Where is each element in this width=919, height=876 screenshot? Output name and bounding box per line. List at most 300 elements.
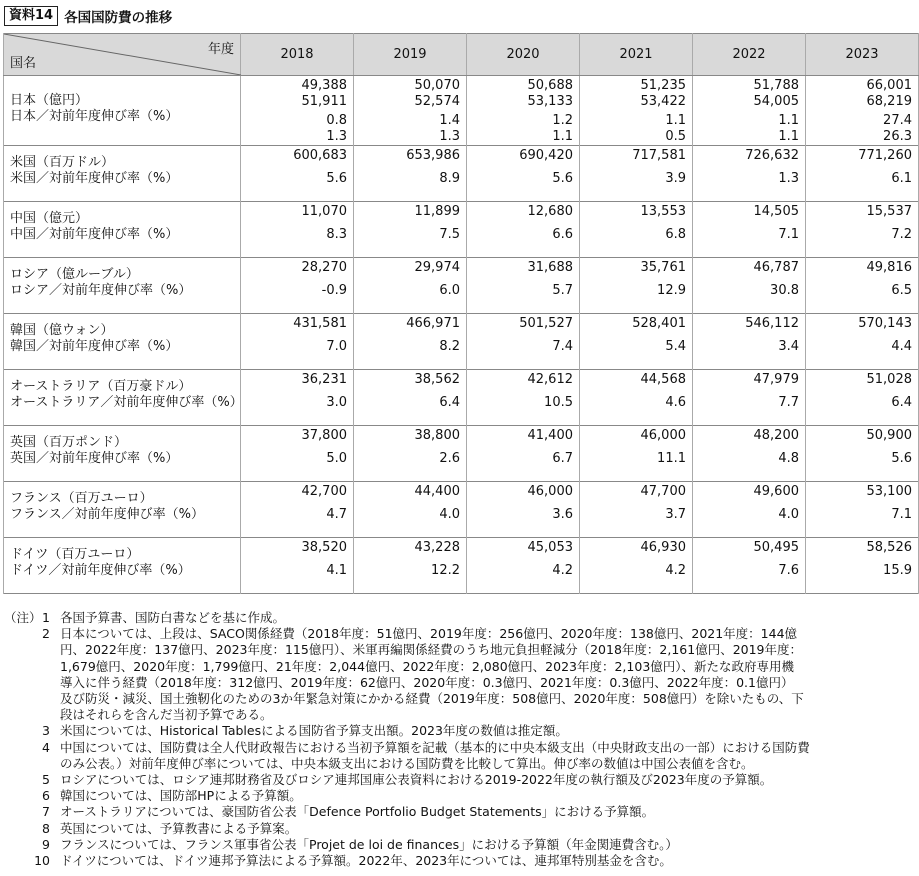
amount-value: 36,231 — [301, 372, 347, 387]
amount-value: 466,971 — [406, 316, 460, 331]
value-cell — [693, 76, 806, 146]
note-line: 各国予算書、国防白書などを基に作成。 — [60, 610, 286, 625]
note-prefix: （注） — [4, 610, 42, 625]
amount-value: 570,143 — [858, 316, 912, 331]
value: 1.1 — [778, 113, 799, 128]
amount-value: 47,979 — [753, 372, 799, 387]
year-header: 2022 — [693, 34, 806, 76]
row-gap — [360, 500, 460, 507]
amount-value: 690,420 — [519, 148, 573, 163]
row-gap — [473, 276, 573, 283]
country-amount-label: フランス（百万ユーロ） — [10, 491, 153, 506]
note-item — [4, 853, 914, 869]
note-line: 及び防災・減災、国土強靭化のための3か年緊急対策にかかる経費（2019年度：508億円、2020年度：508億円）を除いたもの、下 — [60, 691, 804, 707]
amount-value: 15,537 — [866, 204, 912, 219]
amount-value: 46,000 — [640, 428, 686, 443]
amount-value: 431,581 — [293, 316, 347, 331]
value: 1.1 — [552, 128, 573, 144]
growth-value: 4.2 — [552, 562, 573, 578]
year-header: 2023 — [806, 34, 919, 76]
country-amount-label: 中国（億元） — [10, 211, 89, 226]
note-text — [60, 853, 914, 869]
growth-value: 5.6 — [891, 450, 912, 466]
growth-value: 4.0 — [778, 506, 799, 522]
amount-value: 28,270 — [301, 260, 347, 275]
row-gap — [247, 388, 347, 395]
note-line: フランスについては、フランス軍事省公表「Projet de loi de finances」における予算額（年金関連費含む。） — [60, 836, 678, 852]
value-cell — [354, 426, 467, 482]
value: 1.3 — [439, 128, 460, 144]
document-tag: 資料14 — [4, 6, 58, 26]
row-gap — [473, 556, 573, 563]
value: 49,388 — [301, 78, 347, 93]
amount-value: 29,974 — [414, 260, 460, 275]
amount-value: 38,800 — [414, 428, 460, 443]
note-line: 英国については、予算教書による予算案。 — [60, 820, 298, 836]
amount-value: 726,632 — [745, 148, 799, 163]
growth-value: 8.9 — [439, 170, 460, 186]
note-item — [4, 610, 914, 626]
amount-value: 35,761 — [640, 260, 686, 275]
value: 1.4 — [439, 113, 460, 128]
header-row — [4, 34, 919, 76]
value-cell — [693, 202, 806, 258]
note-prefix — [4, 626, 34, 723]
note-text — [60, 723, 914, 739]
value-cell — [806, 146, 919, 202]
growth-value: 6.0 — [439, 282, 460, 298]
amount-value: 43,228 — [414, 540, 460, 555]
corner-cell — [4, 34, 241, 76]
value-cell — [806, 258, 919, 314]
note-number: 2 — [42, 626, 50, 642]
table-row-japan — [4, 76, 919, 146]
amount-value: 46,787 — [753, 260, 799, 275]
year-header: 2018 — [241, 34, 354, 76]
value-cell — [354, 146, 467, 202]
value-cell — [580, 538, 693, 594]
amount-value: 48,200 — [753, 428, 799, 443]
country-label-cell — [4, 370, 241, 426]
value-cell — [580, 370, 693, 426]
row-gap — [247, 500, 347, 507]
table-row-country — [4, 538, 919, 594]
amount-value: 44,400 — [414, 484, 460, 499]
note-line: オーストラリアについては、豪国防省公表「Defence Portfolio Budget Statements」における予算額。 — [60, 804, 655, 820]
table-row-country — [4, 314, 919, 370]
row-gap — [473, 500, 573, 507]
row-gap — [812, 164, 912, 171]
value-cell — [467, 538, 580, 594]
note-number: 6 — [42, 788, 50, 804]
growth-value: 4.7 — [326, 506, 347, 522]
value: 51,788 — [753, 78, 799, 93]
amount-value: 717,581 — [632, 148, 686, 163]
amount-value: 53,100 — [866, 484, 912, 499]
amount-value: 11,899 — [414, 204, 460, 219]
note-line: 中国については、国防費は全人代財政報告における当初予算額を記載（基本的に中央本級支出（中央財政支出の一部）における国防費 — [60, 739, 810, 755]
country-amount-label: 米国（百万ドル） — [10, 155, 115, 170]
country-amount-label: オーストラリア（百万豪ドル） — [10, 379, 192, 394]
value-cell — [467, 314, 580, 370]
year-header: 2021 — [580, 34, 693, 76]
year-header: 2019 — [354, 34, 467, 76]
growth-value: 8.2 — [439, 338, 460, 354]
country-growth-label: 米国／対前年度伸び率（%） — [10, 170, 179, 186]
value-cell — [354, 370, 467, 426]
growth-value: 12.2 — [431, 562, 460, 578]
growth-value: 3.4 — [778, 338, 799, 354]
row-gap — [812, 276, 912, 283]
row-gap — [586, 500, 686, 507]
value: 1.1 — [665, 113, 686, 128]
row-gap — [360, 388, 460, 395]
row-gap — [699, 500, 799, 507]
row-gap — [699, 220, 799, 227]
table-row-country — [4, 202, 919, 258]
amount-value: 46,000 — [527, 484, 573, 499]
row-gap — [360, 556, 460, 563]
growth-value: 7.1 — [778, 226, 799, 242]
defense-budget-table — [3, 33, 919, 594]
country-amount-label: 韓国（億ウォン） — [10, 323, 114, 338]
value-cell — [806, 76, 919, 146]
value-cell — [354, 258, 467, 314]
amount-value: 600,683 — [293, 148, 347, 163]
value: 51,911 — [301, 93, 347, 109]
amount-value: 50,495 — [753, 540, 799, 555]
growth-value: 6.7 — [552, 450, 573, 466]
note-line: 1,679億円、2020年度：1,799億円、21年度：2,044億円、2022年度：2,080億円、2023年度：2,103億円）、新たな政府専用機 — [60, 658, 795, 674]
row-gap — [247, 164, 347, 171]
amount-value: 501,527 — [519, 316, 573, 331]
note-prefix — [4, 837, 34, 853]
value: 52,574 — [414, 93, 460, 109]
value-cell — [241, 482, 354, 538]
growth-value: 4.6 — [665, 394, 686, 410]
row-gap — [473, 220, 573, 227]
value-cell — [693, 258, 806, 314]
value: 50,688 — [527, 78, 573, 93]
country-label-cell — [4, 482, 241, 538]
note-number: 4 — [42, 739, 50, 755]
note-item — [4, 772, 914, 788]
note-prefix — [4, 821, 34, 837]
value-cell — [580, 426, 693, 482]
growth-value: 7.4 — [552, 338, 573, 354]
row-gap — [812, 388, 912, 395]
value-cell — [241, 146, 354, 202]
amount-value: 42,612 — [527, 372, 573, 387]
note-item — [4, 740, 914, 772]
note-line: のみ公表。）対前年度伸び率については、中央本級支出における国防費を比較して算出。伸び率の数値は中国公表値を含む。 — [60, 755, 754, 771]
value-cell — [580, 258, 693, 314]
country-growth-label: 日本／対前年度伸び率（%） — [10, 108, 179, 124]
growth-value: 5.6 — [326, 170, 347, 186]
note-line: ドイツについては、ドイツ連邦予算法による予算額。2022年、2023年については、連邦軍特別基金を含む。 — [60, 853, 672, 869]
amount-value: 528,401 — [632, 316, 686, 331]
country-amount-label: ロシア（億ルーブル） — [10, 267, 139, 282]
country-amount-label: 英国（百万ポンド） — [10, 435, 128, 450]
value-cell — [354, 76, 467, 146]
year-header: 2020 — [467, 34, 580, 76]
row-gap — [812, 332, 912, 339]
note-item — [4, 723, 914, 739]
value-cell — [354, 482, 467, 538]
note-text — [60, 804, 914, 820]
row-gap — [586, 388, 686, 395]
value-cell — [467, 370, 580, 426]
value-cell — [580, 314, 693, 370]
row-gap — [586, 556, 686, 563]
value-cell — [467, 426, 580, 482]
value-cell — [693, 370, 806, 426]
note-item — [4, 788, 914, 804]
amount-value: 51,028 — [866, 372, 912, 387]
value: 68,219 — [866, 93, 912, 109]
row-gap — [360, 220, 460, 227]
note-text — [60, 837, 914, 853]
amount-value: 13,553 — [640, 204, 686, 219]
value: 51,235 — [640, 78, 686, 93]
growth-value: 4.1 — [326, 562, 347, 578]
note-item — [4, 837, 914, 853]
value-cell — [467, 202, 580, 258]
note-prefix — [4, 804, 34, 820]
amount-value: 49,600 — [753, 484, 799, 499]
value-cell — [580, 482, 693, 538]
row-gap — [699, 388, 799, 395]
note-number: 1 — [42, 610, 50, 625]
country-label-cell — [4, 314, 241, 370]
note-line: 円、2022年度：137億円、2023年度：115億円）、米軍再編関係経費のうち地元負担軽減分（2018年度：2,161億円、2019年度： — [60, 642, 803, 658]
note-item — [4, 821, 914, 837]
row-gap — [360, 332, 460, 339]
value-cell — [806, 314, 919, 370]
growth-value: 5.6 — [552, 170, 573, 186]
value: 0.8 — [326, 113, 347, 128]
row-gap — [247, 220, 347, 227]
row-gap — [586, 276, 686, 283]
country-growth-label: オーストラリア／対前年度伸び率（%） — [10, 394, 243, 410]
country-growth-label: 中国／対前年度伸び率（%） — [10, 226, 179, 242]
value-cell — [806, 426, 919, 482]
row-gap — [586, 220, 686, 227]
amount-value: 38,520 — [301, 540, 347, 555]
value: 1.2 — [552, 113, 573, 128]
growth-value: 1.3 — [778, 170, 799, 186]
country-label-cell — [4, 76, 241, 146]
amount-value: 42,700 — [301, 484, 347, 499]
row-gap — [247, 444, 347, 451]
value-cell — [580, 202, 693, 258]
note-number: 5 — [42, 772, 50, 788]
row-gap — [699, 164, 799, 171]
note-text — [60, 626, 914, 723]
growth-value: 7.1 — [891, 506, 912, 522]
row-gap — [699, 276, 799, 283]
note-text — [60, 821, 914, 837]
value-cell — [580, 146, 693, 202]
note-line: 米国については、Historical Tablesによる国防省予算支出額。2023年度の数値は推定額。 — [60, 723, 568, 739]
note-item — [4, 804, 914, 820]
table-row-country — [4, 426, 919, 482]
row-gap — [360, 164, 460, 171]
note-prefix — [4, 853, 34, 869]
country-label-cell — [4, 538, 241, 594]
value: 53,133 — [527, 93, 573, 109]
value-cell — [806, 482, 919, 538]
value: 54,005 — [753, 93, 799, 109]
note-line: 導入に伴う経費（2018年度：312億円、2019年度：62億円、2020年度：0.3億円、2021年度：0.3億円、2022年度：0.1億円） — [60, 674, 794, 690]
growth-value: 15.9 — [883, 562, 912, 578]
row-gap — [473, 164, 573, 171]
amount-value: 49,816 — [866, 260, 912, 275]
row-gap — [473, 444, 573, 451]
growth-value: 7.2 — [891, 226, 912, 242]
country-growth-label: ドイツ／対前年度伸び率（%） — [10, 562, 191, 578]
note-text — [60, 772, 914, 788]
header — [4, 6, 172, 26]
value-cell — [580, 76, 693, 146]
growth-value: 7.7 — [778, 394, 799, 410]
value-cell — [241, 258, 354, 314]
corner-country-label: 国名 — [10, 56, 37, 71]
amount-value: 14,505 — [753, 204, 799, 219]
corner-year-label: 年度 — [207, 42, 234, 57]
note-item — [4, 626, 914, 723]
amount-value: 41,400 — [527, 428, 573, 443]
row-gap — [812, 556, 912, 563]
amount-value: 31,688 — [527, 260, 573, 275]
country-amount-label: 日本（億円） — [10, 93, 89, 108]
value-cell — [693, 482, 806, 538]
growth-value: 3.9 — [665, 170, 686, 186]
row-gap — [812, 444, 912, 451]
amount-value: 37,800 — [301, 428, 347, 443]
value-cell — [354, 202, 467, 258]
growth-value: 6.4 — [439, 394, 460, 410]
row-gap — [473, 388, 573, 395]
value-cell — [467, 482, 580, 538]
note-number: 10 — [34, 853, 50, 869]
growth-value: 5.0 — [326, 450, 347, 466]
note-line: 段はそれらを含んだ当初予算である。 — [60, 707, 273, 723]
table-row-country — [4, 370, 919, 426]
value-cell — [693, 146, 806, 202]
table-row-country — [4, 258, 919, 314]
value-cell — [467, 146, 580, 202]
growth-value: 7.5 — [439, 226, 460, 242]
value-cell — [354, 314, 467, 370]
value-cell — [806, 202, 919, 258]
note-line: 韓国については、国防部HPによる予算額。 — [60, 788, 302, 804]
note-prefix — [4, 788, 34, 804]
note-text — [60, 740, 914, 772]
value: 1.3 — [326, 128, 347, 144]
value-cell — [806, 370, 919, 426]
amount-value: 50,900 — [866, 428, 912, 443]
row-gap — [247, 276, 347, 283]
note-prefix — [4, 772, 34, 788]
growth-value: 7.6 — [778, 562, 799, 578]
amount-value: 47,700 — [640, 484, 686, 499]
amount-value: 12,680 — [527, 204, 573, 219]
value: 50,070 — [414, 78, 460, 93]
amount-value: 546,112 — [745, 316, 799, 331]
value-cell — [241, 76, 354, 146]
value-cell — [241, 314, 354, 370]
value: 26.3 — [883, 128, 912, 144]
value-cell — [241, 202, 354, 258]
value: 0.5 — [665, 128, 686, 144]
growth-value: 6.4 — [891, 394, 912, 410]
growth-value: 5.7 — [552, 282, 573, 298]
note-text — [60, 788, 914, 804]
value-cell — [467, 258, 580, 314]
value-cell — [693, 426, 806, 482]
row-gap — [812, 220, 912, 227]
note-number: 7 — [42, 804, 50, 820]
growth-value: 11.1 — [657, 450, 686, 466]
row-gap — [812, 500, 912, 507]
growth-value: 3.6 — [552, 506, 573, 522]
growth-value: 6.5 — [891, 282, 912, 298]
value-cell — [693, 538, 806, 594]
growth-value: 4.0 — [439, 506, 460, 522]
note-number: 8 — [42, 820, 50, 836]
value-cell — [241, 426, 354, 482]
note-prefix — [4, 723, 34, 739]
value-cell — [467, 76, 580, 146]
notes-section — [4, 610, 914, 869]
row-gap — [360, 444, 460, 451]
note-prefix — [4, 740, 34, 772]
table-row-country — [4, 146, 919, 202]
country-growth-label: 韓国／対前年度伸び率（%） — [10, 338, 179, 354]
row-gap — [586, 164, 686, 171]
growth-value: 6.8 — [665, 226, 686, 242]
document-title: 各国国防費の推移 — [64, 10, 173, 26]
row-gap — [360, 276, 460, 283]
country-label-cell — [4, 258, 241, 314]
note-line: 日本については、上段は、SACO関係経費（2018年度：51億円、2019年度：256億円、2020年度：138億円、2021年度：144億 — [60, 626, 798, 642]
growth-value: 2.6 — [439, 450, 460, 466]
row-gap — [699, 444, 799, 451]
row-gap — [247, 556, 347, 563]
growth-value: 6.1 — [891, 170, 912, 186]
row-gap — [586, 444, 686, 451]
note-number: 3 — [42, 723, 50, 739]
country-growth-label: フランス／対前年度伸び率（%） — [10, 506, 204, 522]
growth-value: 3.7 — [665, 506, 686, 522]
country-label-cell — [4, 426, 241, 482]
growth-value: 8.3 — [326, 226, 347, 242]
growth-value: 4.8 — [778, 450, 799, 466]
value-cell — [354, 538, 467, 594]
corner-diagonal — [4, 34, 241, 75]
amount-value: 38,562 — [414, 372, 460, 387]
growth-value: 7.0 — [326, 338, 347, 354]
growth-value: 12.9 — [657, 282, 686, 298]
value-cell — [693, 314, 806, 370]
amount-value: 44,568 — [640, 372, 686, 387]
row-gap — [473, 332, 573, 339]
note-text — [60, 610, 914, 626]
note-number: 9 — [42, 836, 50, 852]
amount-value: 771,260 — [858, 148, 912, 163]
amount-value: 653,986 — [406, 148, 460, 163]
